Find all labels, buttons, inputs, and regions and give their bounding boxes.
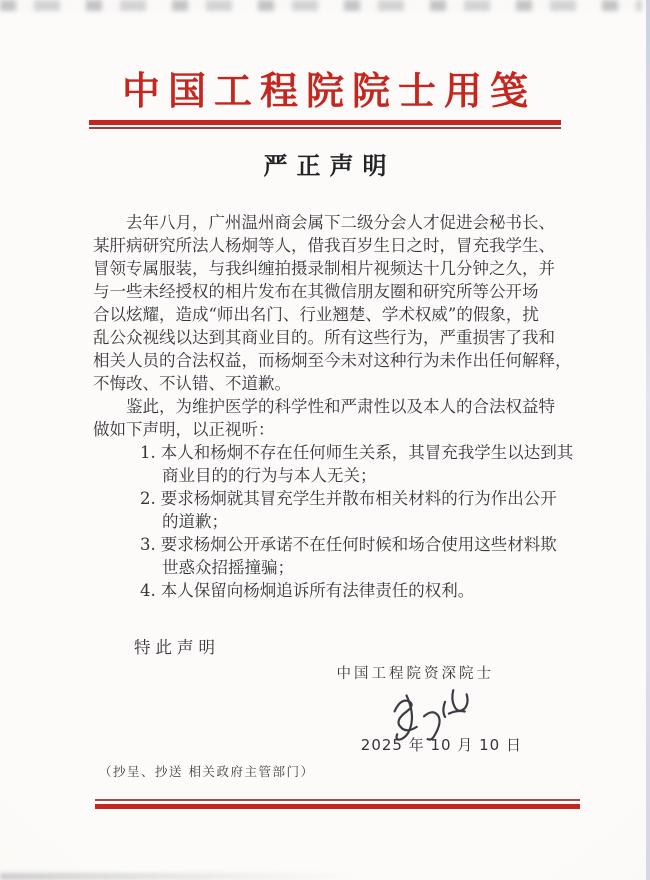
list-item-text: 本人和杨炯不存在任何师生关系，其冒充我学生以达到其 bbox=[160, 443, 574, 462]
photo-top-artifact bbox=[0, 0, 642, 11]
list-item-2 bbox=[93, 487, 567, 510]
handwritten-signature bbox=[381, 686, 477, 746]
letterhead-double-rule bbox=[89, 120, 561, 129]
paragraph1-line: 某肝病研究所法人杨炯等人，借我百岁生日之时，冒充我学生、 bbox=[93, 236, 555, 255]
list-item-4 bbox=[93, 579, 567, 602]
paragraph2-line: 鉴此，为维护医学的科学性和严肃性以及本人的合法权益特 bbox=[126, 397, 555, 416]
cc-note: （抄呈、抄送 相关政府主管部门） bbox=[99, 764, 315, 779]
rule-thick-line bbox=[89, 120, 561, 125]
footer-double-rule bbox=[95, 799, 580, 809]
list-item-1-continuation: 商业目的的行为与本人无关； bbox=[162, 466, 377, 485]
list-item-3 bbox=[93, 533, 567, 556]
rule-thin-line bbox=[95, 799, 580, 801]
letterhead-title: 中国工程院院士用笺 bbox=[121, 68, 536, 113]
paragraph1-line: 不悔改、不认错、不道歉。 bbox=[93, 374, 291, 393]
list-item-text: 本人保留向杨炯追诉所有法律责任的权利。 bbox=[160, 581, 475, 600]
list-item-3-continuation: 世惑众招摇撞骗； bbox=[162, 558, 294, 577]
list-item-text: 要求杨炯公开承诺不在任何时候和场合使用这些材料欺 bbox=[160, 535, 557, 554]
document-title: 严正声明 bbox=[263, 152, 396, 180]
rule-thick-line bbox=[95, 804, 580, 809]
photo-bottom-artifact bbox=[0, 873, 358, 880]
paragraph1-line: 冒领专属服装，与我纠缠拍摄录制相片视频达十几分钟之久，并 bbox=[93, 259, 555, 278]
list-item-number: 1. bbox=[140, 443, 156, 462]
list-item-1 bbox=[93, 441, 574, 464]
rule-thin-line bbox=[89, 127, 561, 129]
list-item-number: 4. bbox=[140, 581, 156, 600]
photo-right-edge-artifact bbox=[646, 0, 650, 880]
paragraph1-line: 与一些未经授权的相片发布在其微信朋友圈和研究所等公开场 bbox=[93, 282, 539, 301]
list-item-number: 2. bbox=[140, 489, 156, 508]
list-item-text: 要求杨炯就其冒充学生并散布相关材料的行为作出公开 bbox=[160, 489, 557, 508]
paragraph2-line: 做如下声明，以正视听： bbox=[93, 420, 275, 439]
list-item-number: 3. bbox=[140, 535, 156, 554]
paragraph1-line: 乱公众视线以达到其商业目的。所有这些行为，严重损害了我和 bbox=[93, 328, 555, 347]
document-body bbox=[93, 211, 574, 757]
signature-area bbox=[93, 689, 567, 733]
paragraph1-line: 合以炫耀，造成“师出名门、行业翘楚、学术权威”的假象，扰 bbox=[93, 305, 539, 324]
closing-statement: 特此声明 bbox=[134, 638, 220, 657]
signer-title: 中国工程院资深院士 bbox=[336, 666, 494, 682]
paragraph1-line: 相关人员的合法权益，而杨炯至今未对这种行为未作出任何解释， bbox=[93, 351, 572, 370]
date: 2025 年 10 月 10 日 bbox=[360, 736, 522, 754]
paragraph1-line: 去年八月，广州温州商会属下二级分会人才促进会秘书长、 bbox=[126, 213, 555, 232]
list-item-2-continuation: 的道歉； bbox=[162, 512, 228, 531]
